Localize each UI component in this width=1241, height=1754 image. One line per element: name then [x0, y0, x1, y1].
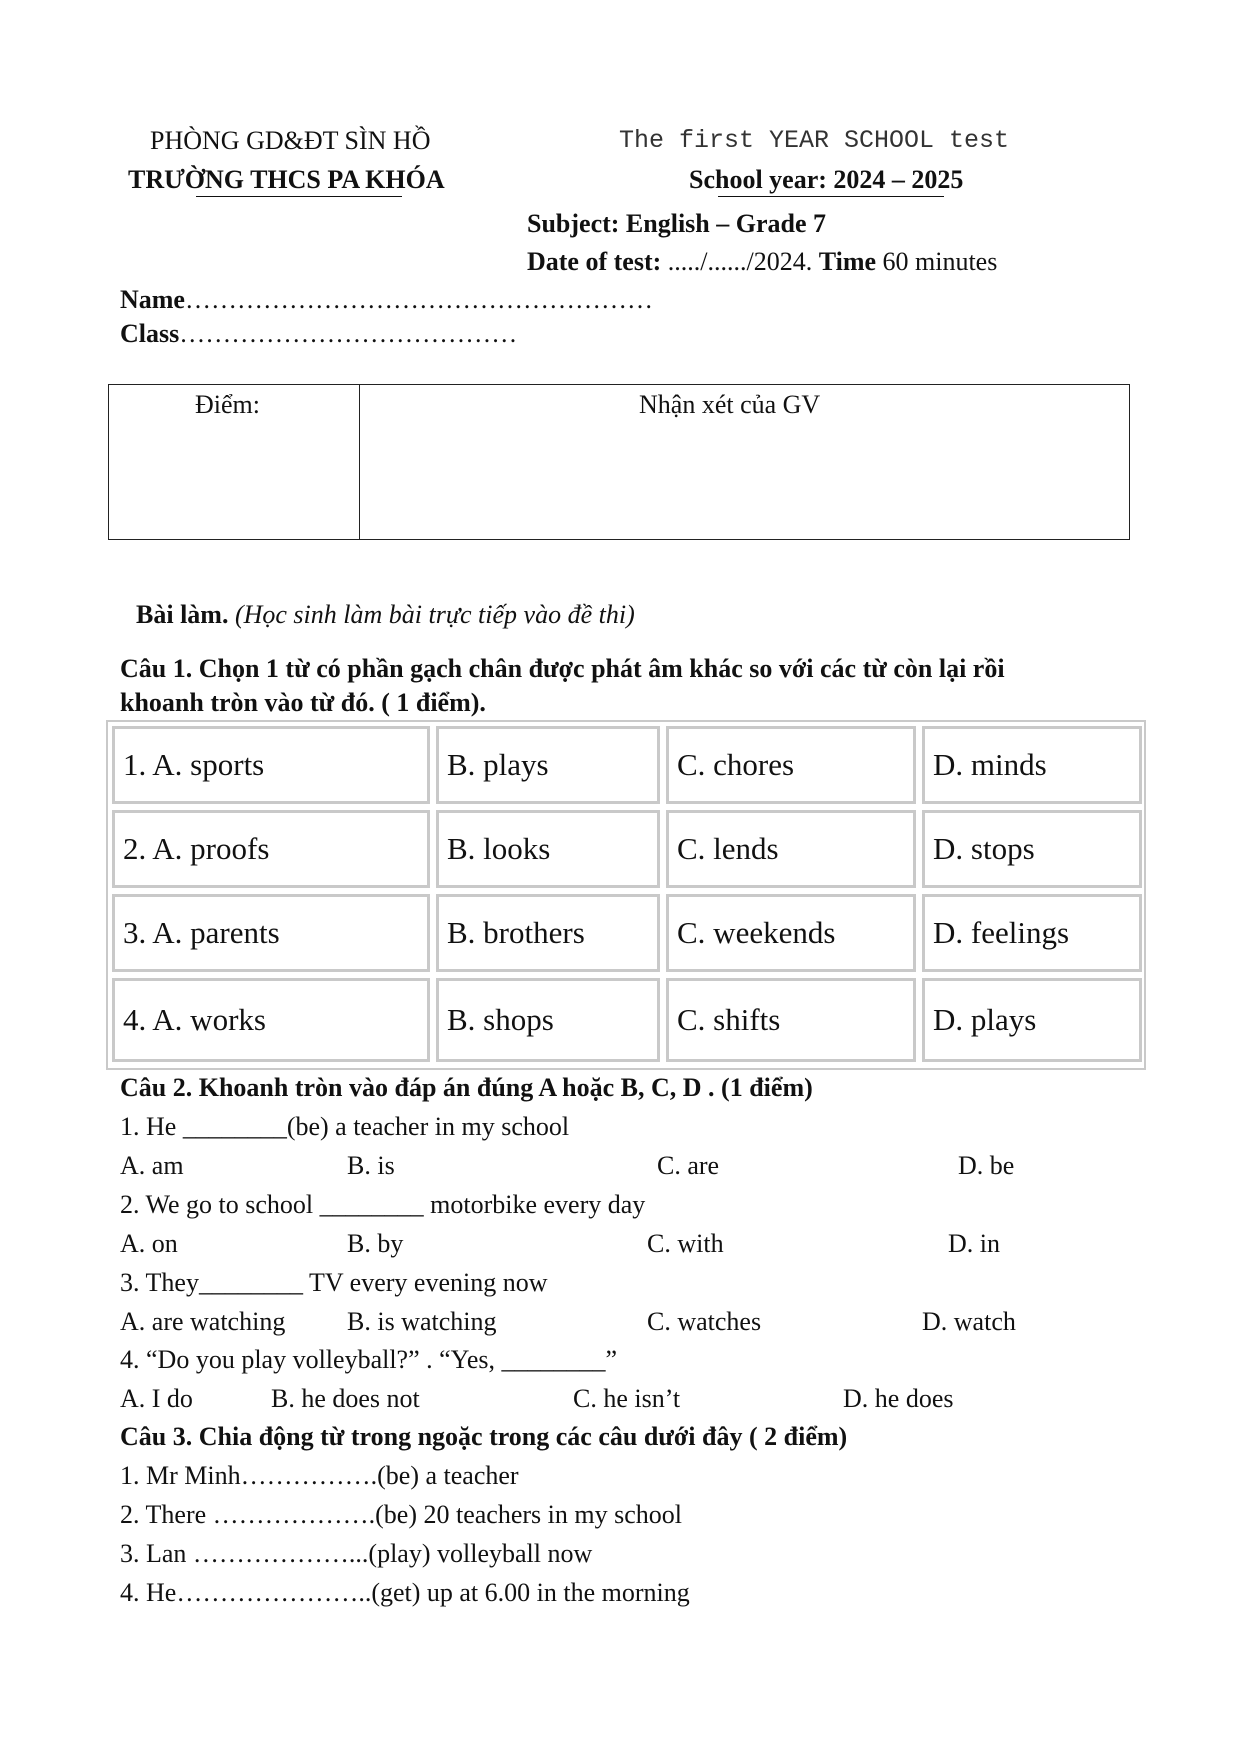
list-item: 3. Lan ………………...(play) volleyball now [120, 1539, 593, 1568]
name-label: Name [120, 285, 185, 314]
table-cell[interactable]: 2. A. proofs [112, 810, 430, 888]
table-cell[interactable]: C. chores [666, 726, 916, 804]
option-b[interactable]: B. is [347, 1151, 395, 1180]
class-line [120, 319, 517, 349]
section1-title-line2: khoanh tròn vào từ đó. ( 1 điểm). [120, 688, 486, 717]
option-b[interactable]: B. is watching [347, 1307, 497, 1336]
question-text: 3. They________ TV every evening now [120, 1268, 548, 1297]
teacher-comment-label: Nhận xét của GV [639, 390, 821, 419]
list-item: 2. There ……………….(be) 20 teachers in my school [120, 1500, 682, 1529]
table-cell[interactable]: C. weekends [666, 894, 916, 972]
table-cell[interactable]: 3. A. parents [112, 894, 430, 972]
option-a[interactable]: A. are watching [120, 1307, 286, 1336]
option-d[interactable]: D. watch [922, 1307, 1016, 1336]
subject-line: Subject: English – Grade 7 [527, 209, 827, 238]
school-year: School year: 2024 – 2025 [689, 165, 964, 194]
name-line [120, 285, 653, 315]
table-cell[interactable]: B. shops [436, 978, 660, 1062]
instructions-title: Bài làm. [136, 600, 229, 629]
instructions-note: (Học sinh làm bài trực tiếp vào đề thi) [234, 600, 635, 629]
score-box [108, 384, 1130, 540]
question-text: 1. He ________(be) a teacher in my school [120, 1112, 570, 1141]
option-b[interactable]: B. by [347, 1229, 404, 1258]
class-label: Class [120, 319, 180, 348]
list-item: 1. Mr Minh…………….(be) a teacher [120, 1461, 519, 1490]
table-cell[interactable]: B. brothers [436, 894, 660, 972]
date-value: ...../....../2024. [667, 247, 813, 276]
table-cell[interactable]: 4. A. works [112, 978, 430, 1062]
list-item: 4. He…………………..(get) up at 6.00 in the morning [120, 1578, 690, 1607]
table-cell[interactable]: D. feelings [922, 894, 1142, 972]
time-value: 60 minutes [882, 247, 998, 276]
department-name: PHÒNG GD&ĐT SÌN HỒ [150, 126, 431, 155]
school-name: TRƯỜNG THCS PA KHÓA [128, 165, 445, 194]
option-c[interactable]: C. with [647, 1229, 724, 1258]
table-cell[interactable]: C. shifts [666, 978, 916, 1062]
section3-title: Câu 3. Chia động từ trong ngoặc trong các câu dưới đây ( 2 điểm) [120, 1422, 848, 1451]
score-label: Điểm: [195, 390, 260, 419]
table-cell[interactable]: D. stops [922, 810, 1142, 888]
option-c[interactable]: C. he isn’t [573, 1384, 681, 1413]
question-text: 2. We go to school ________ motorbike every day [120, 1190, 646, 1219]
section2-title: Câu 2. Khoanh tròn vào đáp án đúng A hoặc B, C, D . (1 điểm) [120, 1073, 813, 1102]
table-cell[interactable]: 1. A. sports [112, 726, 430, 804]
school-underline [196, 196, 402, 197]
option-d[interactable]: D. in [948, 1229, 1000, 1258]
option-d[interactable]: D. he does [843, 1384, 954, 1413]
table-cell[interactable]: C. lends [666, 810, 916, 888]
option-d[interactable]: D. be [958, 1151, 1015, 1180]
name-dots[interactable]: ……………………………………………… [184, 285, 653, 314]
score-box-divider [359, 385, 360, 539]
option-b[interactable]: B. he does not [271, 1384, 420, 1413]
option-a[interactable]: A. I do [120, 1384, 193, 1413]
option-a[interactable]: A. am [120, 1151, 184, 1180]
question-text: 4. “Do you play volleyball?” . “Yes, ________” [120, 1345, 618, 1374]
section1-title-line1: Câu 1. Chọn 1 từ có phần gạch chân được phát âm khác so với các từ còn lại rồi [120, 654, 1005, 683]
date-line [527, 247, 997, 277]
pronunciation-table [106, 720, 1146, 1070]
option-a[interactable]: A. on [120, 1229, 178, 1258]
option-c[interactable]: C. are [657, 1151, 720, 1180]
option-c[interactable]: C. watches [647, 1307, 762, 1336]
table-cell[interactable]: D. plays [922, 978, 1142, 1062]
table-cell[interactable]: D. minds [922, 726, 1142, 804]
instructions [136, 600, 635, 630]
date-label: Date of test: [527, 247, 662, 276]
table-cell[interactable]: B. looks [436, 810, 660, 888]
class-dots[interactable]: ………………………………… [179, 319, 518, 348]
table-cell[interactable]: B. plays [436, 726, 660, 804]
test-title: The first YEAR SCHOOL test [619, 126, 1010, 155]
time-label: Time [818, 247, 877, 276]
school-year-underline [718, 196, 944, 197]
